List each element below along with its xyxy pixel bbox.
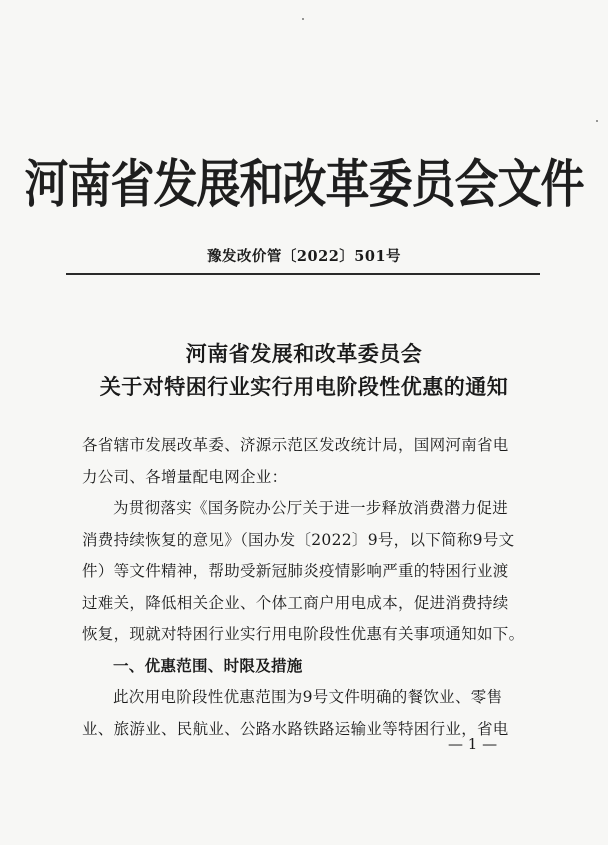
paragraph-line: 此次用电阶段性优惠范围为9号文件明确的餐饮业、零售 <box>113 688 503 706</box>
section-heading: 一、优惠范围、时限及措施 <box>113 656 303 675</box>
paragraph-line: 过难关，降低相关企业、个体工商户用电成本，促进消费持续 <box>82 593 509 612</box>
paragraph-line: 件）等文件精神，帮助受新冠肺炎疫情影响严重的特困行业渡 <box>82 562 509 580</box>
letterhead-title: 河南省发展和改革委员会文件 <box>24 154 584 216</box>
page-number: — 1 — <box>448 735 498 753</box>
paragraph-line: 为贯彻落实《国务院办公厅关于进一步释放消费潜力促进 <box>113 499 509 517</box>
addressee-line: 各省辖市发展改革委、济源示范区发改统计局，国网河南省电 <box>82 436 509 454</box>
notice-title-line-1: 河南省发展和改革委员会 <box>185 342 423 366</box>
letterhead-divider <box>66 273 540 275</box>
paragraph-line: 消费持续恢复的意见》（国办发〔2022〕9号，以下简称9号文 <box>82 530 515 549</box>
paragraph-line: 业、旅游业、民航业、公路水路铁路运输业等特困行业，省电 <box>82 719 509 738</box>
notice-title-line-2: 关于对特困行业实行用电阶段性优惠的通知 <box>99 375 509 399</box>
addressee-line: 力公司、各增量配电网企业： <box>82 467 288 486</box>
notice-body <box>82 430 525 745</box>
paragraph-line: 恢复，现就对特困行业实行用电阶段性优惠有关事项通知如下。 <box>82 625 525 643</box>
document-number: 豫发改价管〔2022〕501号 <box>206 248 402 265</box>
scan-speck <box>302 18 304 20</box>
scan-speck <box>596 120 598 122</box>
